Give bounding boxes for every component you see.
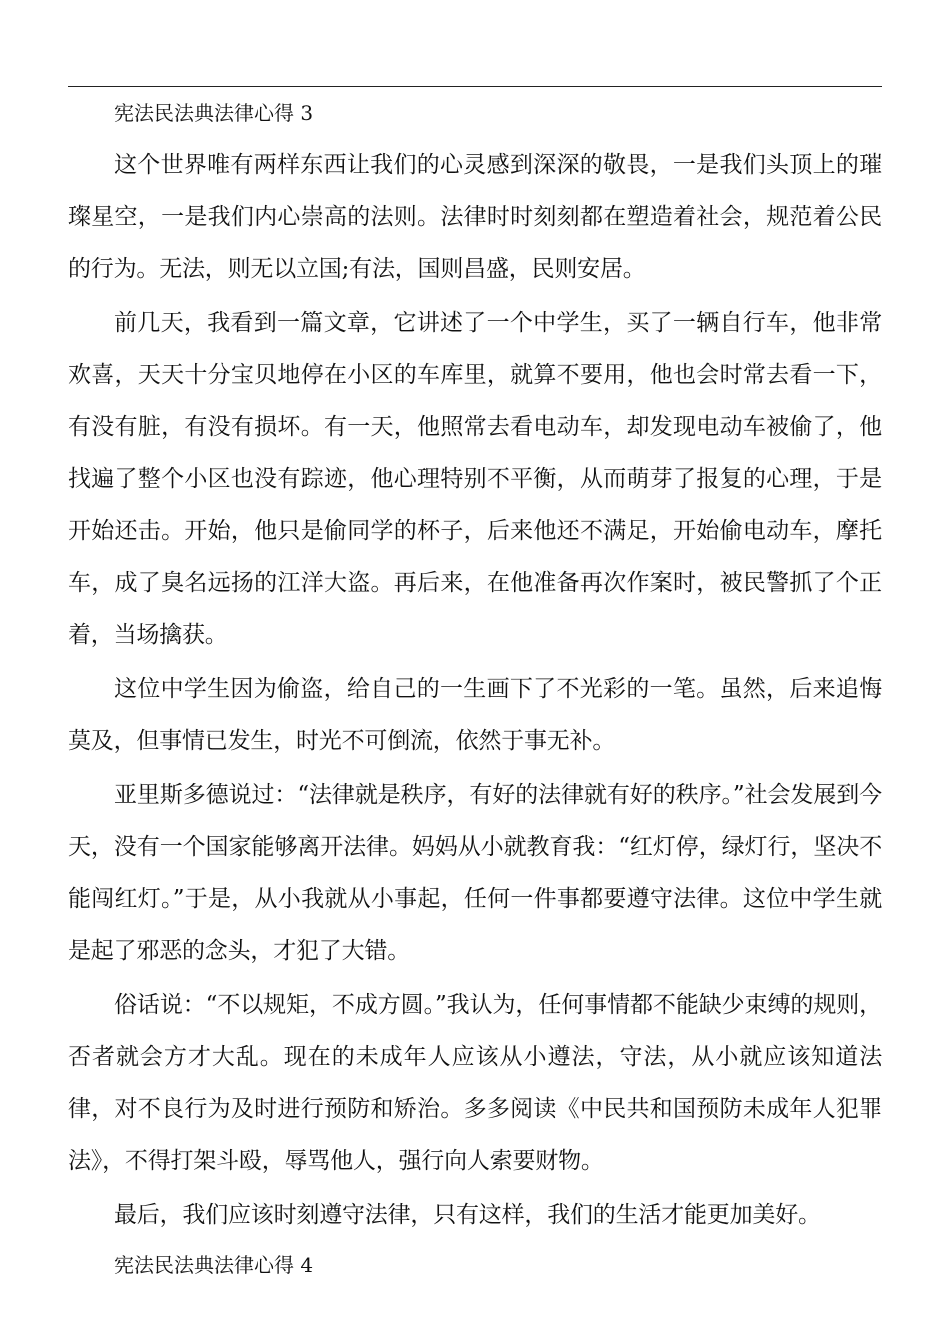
paragraph: 前几天，我看到一篇文章，它讲述了一个中学生，买了一辆自行车，他非常欢喜，天天十分宝贝地停在小区的车库里，就算不要用，他也会时常去看一下，有没有脏，有没有损坏。有一天，他照常去看电动车，却发现电动车被偷了，他找遍了整个小区也没有踪迹，他心理特别不平衡，从而萌芽了报复的心理，于是开始还击。开始，他只是偷同学的杯子，后来他还不满足，开始偷电动车，摩托车，成了臭名远扬的江洋大盗。再后来，在他准备再次作案时，被民警抓了个正着，当场擒获。 [68, 310, 882, 648]
paragraph: 最后，我们应该时刻遵守法律，只有这样，我们的生活才能更加美好。 [114, 1202, 821, 1228]
paragraph: 这个世界唯有两样东西让我们的心灵感到深深的敬畏，一是我们头顶上的璀璨星空，一是我们内心崇高的法则。法律时时刻刻都在塑造着社会，规范着公民的行为。无法，则无以立国;有法，国则昌盛，民则安居。 [68, 152, 882, 282]
section-title: 宪法民法典法律心得 3 [114, 101, 314, 125]
header-rule [68, 86, 882, 87]
paragraph: 这位中学生因为偷盗，给自己的一生画下了不光彩的一笔。虽然，后来追悔莫及，但事情已发生，时光不可倒流，依然于事无补。 [68, 676, 882, 754]
section-title: 宪法民法典法律心得 4 [114, 1253, 314, 1277]
paragraph: 俗话说：“不以规矩，不成方圆。”我认为，任何事情都不能缺少束缚的规则，否者就会方才大乱。现在的未成年人应该从小遵法，守法，从小就应该知道法律，对不良行为及时进行预防和矫治。多多阅读《中民共和国预防未成年人犯罪法》，不得打架斗殴，辱骂他人，强行向人索要财物。 [68, 992, 882, 1174]
document-body [68, 95, 882, 1291]
paragraph: 亚里斯多德说过：“法律就是秩序，有好的法律就有好的秩序。”社会发展到今天，没有一个国家能够离开法律。妈妈从小就教育我：“红灯停，绿灯行，坚决不能闯红灯。”于是，从小我就从小事起，任何一件事都要遵守法律。这位中学生就是起了邪恶的念头，才犯了大错。 [68, 782, 882, 964]
